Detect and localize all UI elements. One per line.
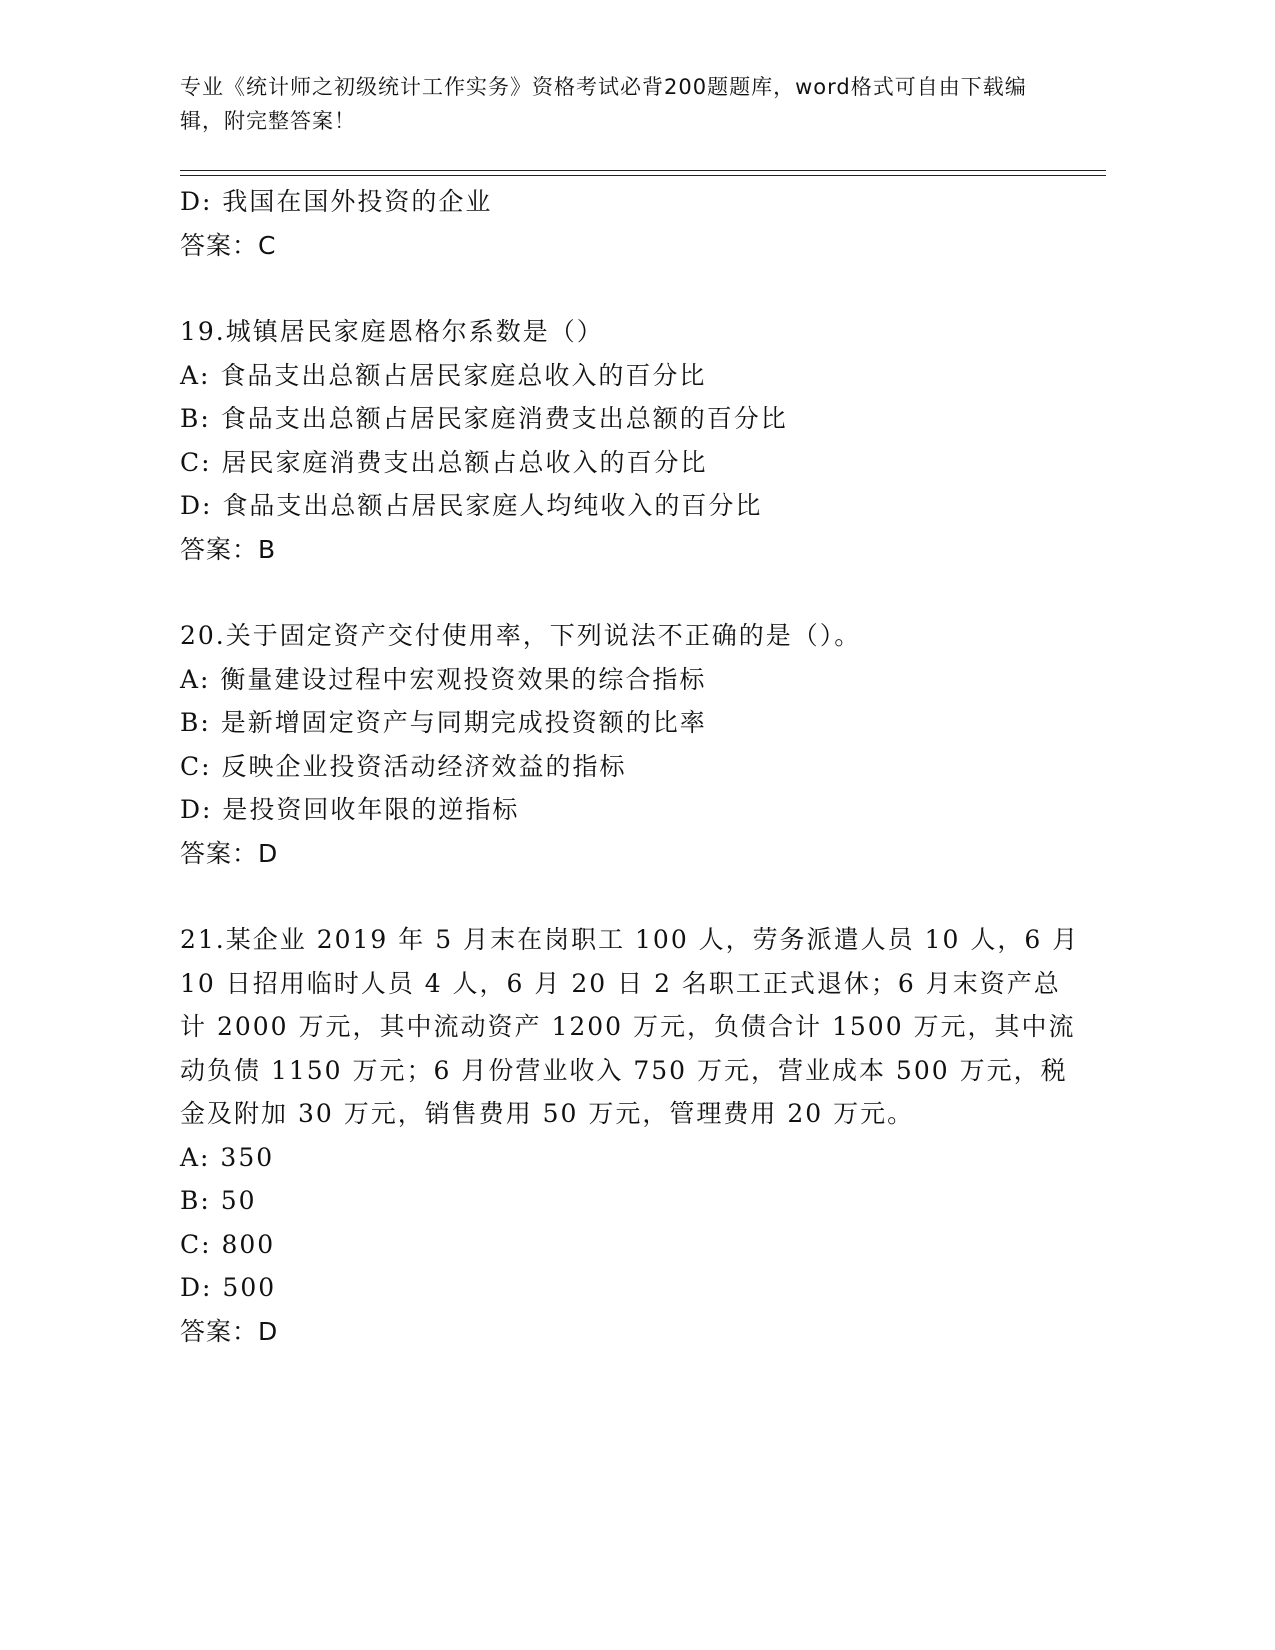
question-21-answer: 答案：D: [180, 1316, 279, 1346]
question-20-answer: 答案：D: [180, 838, 279, 868]
question-20-stem: 20.关于固定资产交付使用率，下列说法不正确的是（）。: [180, 621, 862, 650]
question-19-option-b: B: 食品支出总额占居民家庭消费支出总额的百分比: [180, 404, 788, 433]
question-20-option-d: D: 是投资回收年限的逆指标: [180, 795, 520, 824]
question-21-option-c: C: 800: [180, 1229, 276, 1259]
document-header: 专业《统计师之初级统计工作实务》资格考试必背200题题库，word格式可自由下载编辑，附完整答案！: [180, 75, 1027, 133]
question-19-option-a: A: 食品支出总额占居民家庭总收入的百分比: [180, 360, 707, 390]
question-21-option-d: D: 500: [180, 1273, 277, 1302]
question-19-option-c: C: 居民家庭消费支出总额占总收入的百分比: [180, 447, 708, 477]
question-20-option-b: B: 是新增固定资产与同期完成投资额的比率: [180, 708, 707, 737]
question-content: [180, 180, 1080, 1353]
prev-answer: 答案：C: [180, 230, 277, 260]
question-19-answer: 答案：B: [180, 534, 277, 564]
header-rule-bottom: [180, 175, 1106, 176]
question-20-option-c: C: 反映企业投资活动经济效益的指标: [180, 751, 627, 781]
question-21-stem-line: 计 2000 万元，其中流动资产 1200 万元，负债合计 1500 万元，其中流: [180, 1012, 1076, 1041]
spacer: [180, 267, 1060, 310]
question-21-option-b: B: 50: [180, 1186, 257, 1215]
question-21-stem-line: 10 日招用临时人员 4 人，6 月 20 日 2 名职工正式退休；6 月末资产总: [180, 968, 1061, 998]
spacer: [180, 875, 1060, 918]
question-21-stem-line: 21.某企业 2019 年 5 月末在岗职工 100 人，劳务派遣人员 10 人，6 月: [180, 925, 1080, 954]
header-rule-top: [180, 170, 1106, 171]
question-21-stem-line: 动负债 1150 万元；6 月份营业收入 750 万元，营业成本 500 万元，税: [180, 1055, 1068, 1085]
spacer: [180, 571, 1060, 614]
question-20-option-a: A: 衡量建设过程中宏观投资效果的综合指标: [180, 664, 707, 694]
question-19-option-d: D: 食品支出总额占居民家庭人均纯收入的百分比: [180, 491, 763, 520]
question-21-option-a: A: 350: [180, 1142, 275, 1172]
prev-option-d: D: 我国在国外投资的企业: [180, 187, 493, 216]
question-21-stem-line: 金及附加 30 万元，销售费用 50 万元，管理费用 20 万元。: [180, 1099, 915, 1128]
question-19-stem: 19.城镇居民家庭恩格尔系数是（）: [180, 317, 604, 346]
